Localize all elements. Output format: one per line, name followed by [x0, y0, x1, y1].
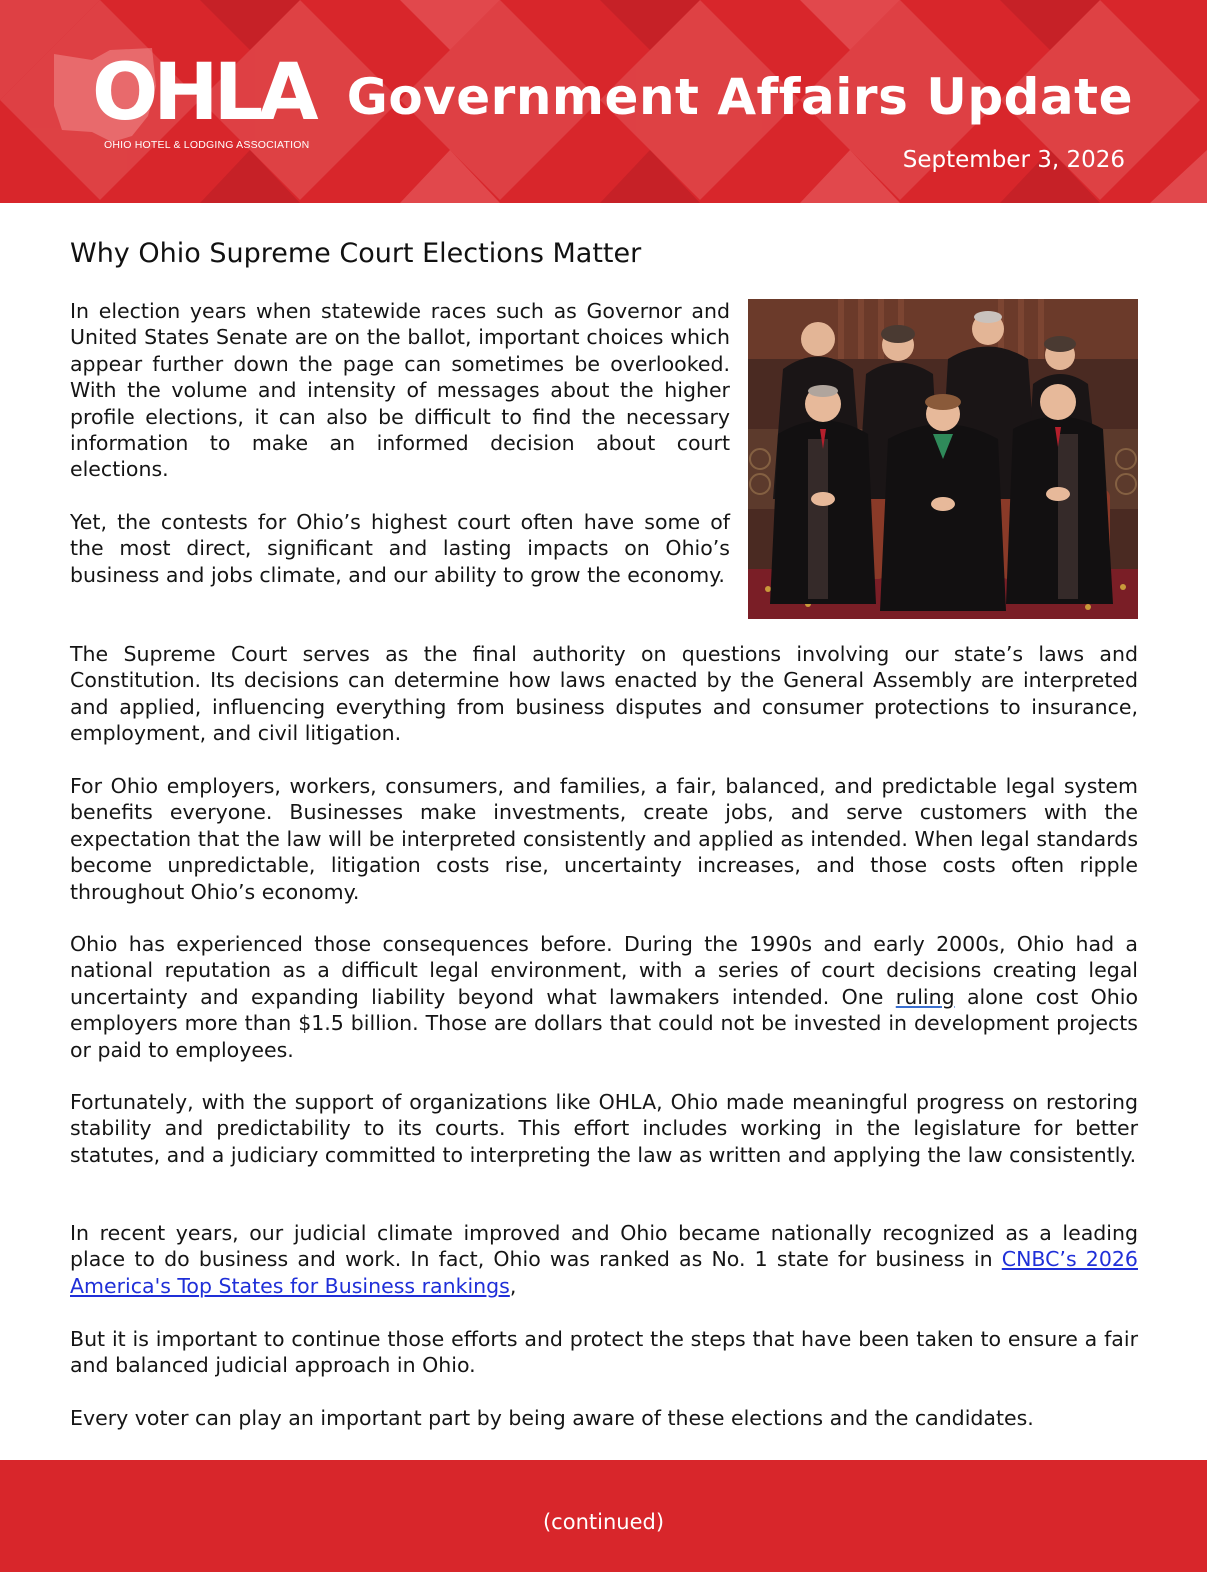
paragraph-5-text-b: alone cost Ohio employers more than $1.5 billion. Those are dollars that could not be invested in development projects or paid to employees. — [70, 984, 1138, 1062]
paragraph-7 — [70, 1220, 1138, 1299]
paragraph-3: The Supreme Court serves as the final authority on questions involving our state’s laws and Constitution. Its decisions can determine how laws enacted by the General Assembly are interpreted and applied, influencing everything from business disputes and consumer protections to insurance, employment, and civil litigation. — [70, 642, 1138, 746]
paragraph-7-text-b: , — [509, 1273, 517, 1298]
continued-label: (continued) — [542, 1510, 665, 1534]
paragraph-4: For Ohio employers, workers, consumers, and families, a fair, balanced, and predictable legal system benefits everyone. Businesses make investments, create jobs, and serve customers with the expectation that the law will be interpreted consistently and applied as intended. When legal standards become unpredictable, litigation costs rise, uncertainty increases, and those costs often ripple throughout Ohio’s economy. — [70, 774, 1138, 904]
newsletter-title: Government Affairs Update — [346, 68, 1133, 126]
justices-photo — [748, 299, 1138, 619]
paragraph-5-text-a: Ohio has experienced those consequences before. During the 1990s and early 2000s, Ohio had a national reputation as a difficult legal environment, with a series of court decisions creating legal uncertainty and expanding liability beyond what lawmakers intended. One — [70, 932, 1138, 1009]
paragraph-1: In election years when statewide races such as Governor and United States Senate are on the ballot, important choices which appear further down the page can sometimes be overlooked. With the volume and intensity of messages about the higher profile elections, it can also be difficult to find the necessary information to make an informed decision about court elections. — [70, 299, 730, 482]
ruling-link[interactable]: ruling — [895, 984, 955, 1009]
logo-subtitle: OHIO HOTEL & LODGING ASSOCIATION — [104, 139, 310, 151]
paragraph-9: Every voter can play an important part by being aware of these elections and the candidates. — [70, 1406, 1034, 1430]
paragraph-8: But it is important to continue those efforts and protect the steps that have been taken to ensure a fair and balanced judicial approach in Ohio. — [70, 1327, 1138, 1378]
paragraph-5 — [70, 931, 1138, 1063]
footer-banner — [0, 1460, 1207, 1572]
paragraph-6: Fortunately, with the support of organizations like OHLA, Ohio made meaningful progress on restoring stability and predictability to its courts. This effort includes working in the legislature for better statutes, and a judiciary committed to interpreting the law as written and applying the law consistently. — [70, 1090, 1138, 1167]
paragraph-2: Yet, the contests for Ohio’s highest court often have some of the most direct, significant and lasting impacts on Ohio’s business and jobs climate, and our ability to grow the economy. — [70, 510, 730, 587]
cnbc-rankings-link[interactable]: CNBC’s 2026 America's Top States for Business rankings — [70, 1247, 1138, 1298]
article-title: Why Ohio Supreme Court Elections Matter — [70, 238, 642, 269]
newsletter-date: September 3, 2026 — [902, 147, 1125, 173]
group-photo-icon — [748, 299, 1138, 619]
logo-wordmark: OHLA — [92, 48, 314, 138]
paragraph-7-text-a: In recent years, our judicial climate improved and Ohio became nationally recognized as a leading place to do business and work. In fact, Ohio was ranked as No. 1 state for business in — [70, 1221, 1138, 1272]
header-banner — [0, 0, 1207, 203]
ohla-logo — [52, 46, 327, 156]
